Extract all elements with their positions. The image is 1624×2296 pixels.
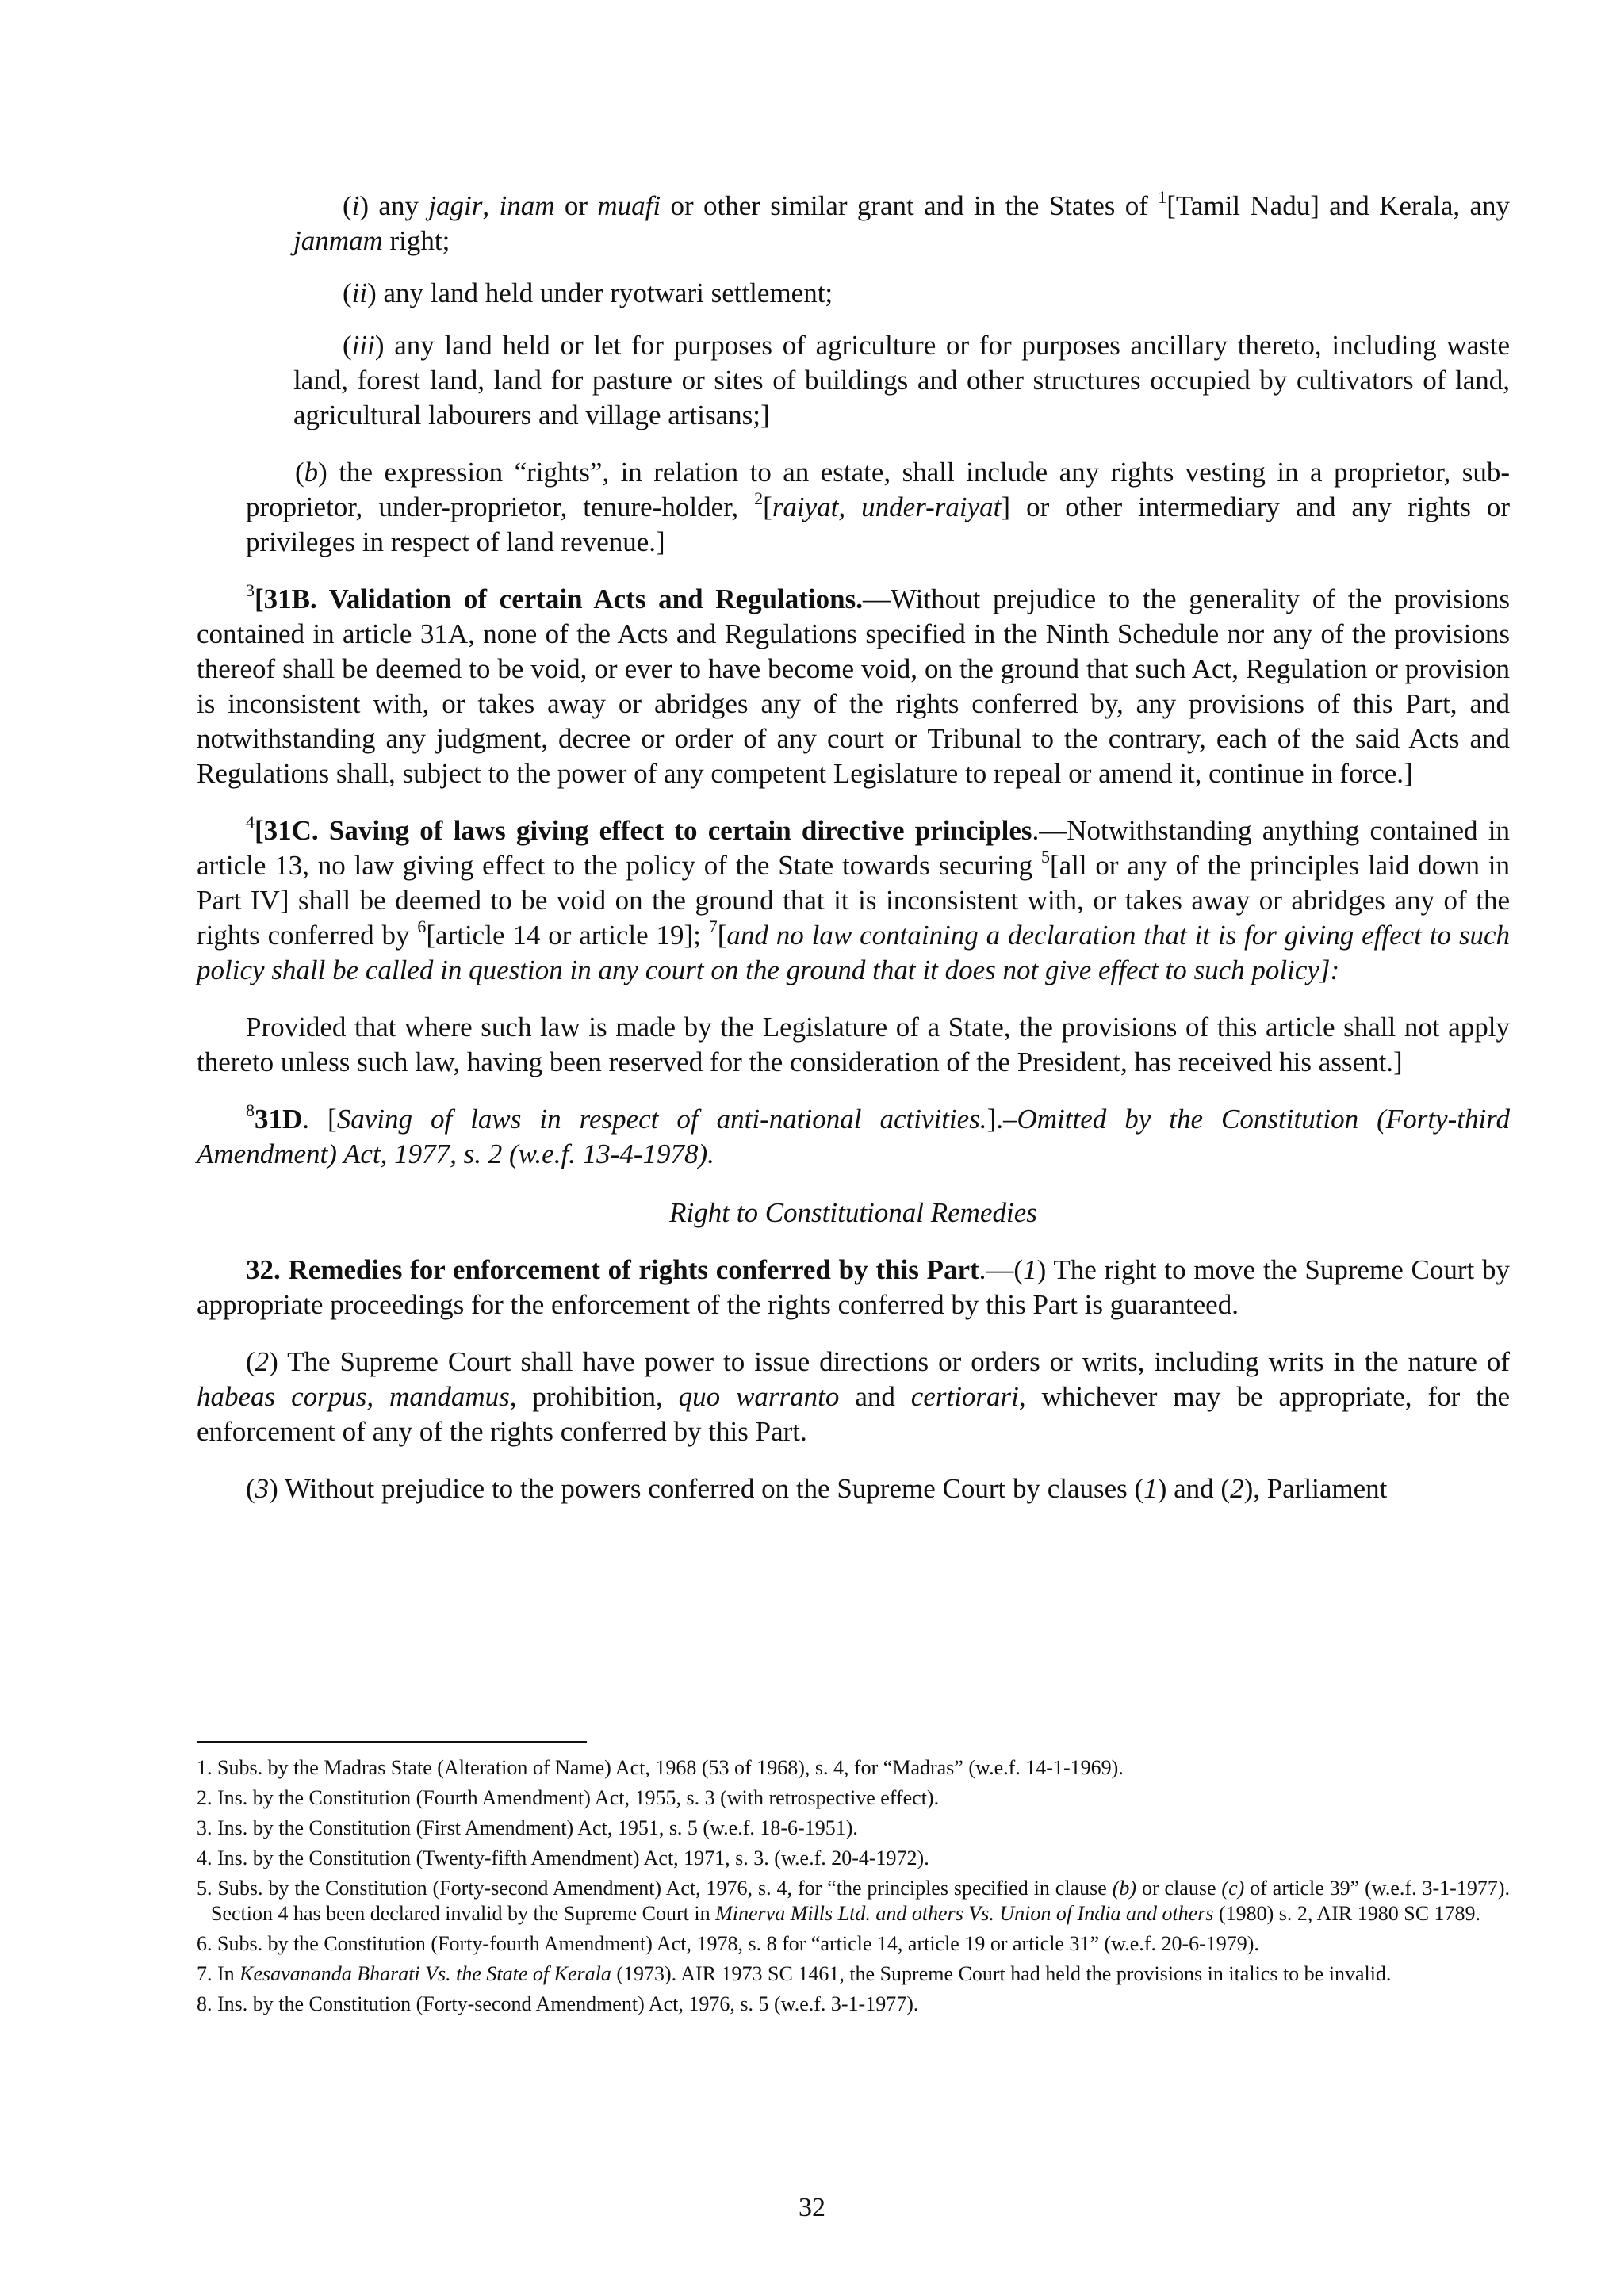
section-subheading: Right to Constitutional Remedies — [669, 1197, 1037, 1228]
term-inam: inam — [499, 190, 555, 221]
term-jagir: jagir — [428, 190, 483, 221]
text-run: [ — [763, 492, 772, 522]
clause-number: 1 — [1023, 1254, 1037, 1285]
text-run: whichever may be appropriate, for the enforcement of any of the rights conferred by this Part. — [197, 1381, 1510, 1447]
footnote-ref: 5 — [1040, 847, 1050, 867]
footnotes — [197, 1755, 1510, 2022]
text-run: ( — [246, 1473, 255, 1504]
text-run: 5. Subs. by the Constitution (Forty-second Amendment) Act, 1976, s. 4, for “the principles specified in clause — [197, 1877, 1113, 1900]
footnote-6: 6. Subs. by the Constitution (Forty-fourth Amendment) Act, 1978, s. 8 for “article 14, article 19 or article 31” (w.e.f. 20-6-1979). — [197, 1932, 1259, 1955]
italic-run: quo warranto — [678, 1381, 840, 1412]
italic-run: and no law containing a declaration that it is for giving effect to such policy shall be called in question in any court on the ground that it does not give effect to such policy]: — [197, 920, 1510, 985]
clause-number: i — [351, 190, 360, 221]
article-31b — [197, 582, 1510, 791]
footnote-3: 3. Ins. by the Constitution (First Amendment) Act, 1951, s. 5 (w.e.f. 18-6-1951). — [197, 1816, 858, 1839]
text-run: ( — [343, 330, 352, 361]
italic-run: habeas corpus, mandamus, — [197, 1381, 517, 1412]
clause-number: iii — [351, 330, 375, 361]
clause-iii — [197, 328, 1510, 433]
text-run: ( — [343, 190, 352, 221]
term-muafi: muafi — [597, 190, 661, 221]
text-run: right; — [382, 225, 450, 256]
text-run: (1973). AIR 1973 SC 1461, the Supreme Court had held the provisions in italics to be invalid. — [611, 1962, 1392, 1985]
term-janmam: janmam — [293, 225, 383, 256]
text-run: or — [554, 190, 598, 221]
text-run: ) the expression “rights”, in relation to an estate, shall include any rights vesting in a proprietor, sub-proprietor, under-proprietor, tenure-holder, — [246, 457, 1510, 522]
article-heading: 32. Remedies for enforcement of rights conferred by this Part — [246, 1254, 979, 1285]
text-run: . [ — [302, 1104, 337, 1135]
clause-number: 2 — [255, 1346, 270, 1377]
footnote-ref: 7 — [708, 916, 718, 937]
text-run: ), Parliament — [1243, 1473, 1388, 1504]
text-run: ) and ( — [1157, 1473, 1231, 1504]
footnote-4: 4. Ins. by the Constitution (Twenty-fifth Amendment) Act, 1971, s. 3. (w.e.f. 20-4-1972). — [197, 1846, 929, 1869]
text-run: and — [839, 1381, 911, 1412]
text-run: ] or other intermediary and any rights or privileges in respect of land revenue.] — [246, 492, 1510, 557]
footnote-ref: 2 — [754, 488, 764, 509]
text-run: or clause — [1136, 1877, 1222, 1900]
text-run: —Without prejudice to the generality of the provisions contained in article 31A, none of the Acts and Regulations specified in the Ninth Schedule nor any of the provisions thereof shall be deemed to be void, or ever to have become void, on the ground that such Act, Regulation or provision is inconsistent with, or takes away or abridges any of the rights conferred by, any provisions of this Part, and notwithstanding any judgment, decree or order of any court or Tribunal to the contrary, each of the said Acts and Regulations shall, subject to the power of any competent Legislature to repeal or amend it, continue in force.] — [197, 584, 1510, 789]
article-heading: [31B. Validation of certain Acts and Regulations. — [255, 584, 863, 614]
footnote-divider — [197, 1741, 587, 1743]
text-run: ) any land held under ryotwari settlement; — [367, 277, 833, 308]
text-run: ) The right to move the Supreme Court by appropriate proceedings for the enforcement of the rights conferred by this Part is guaranteed. — [197, 1254, 1511, 1320]
article-heading: [31C. Saving of laws giving effect to certain directive principles — [255, 815, 1032, 846]
article-32-clause-1 — [197, 1253, 1510, 1322]
clause-b — [197, 455, 1510, 560]
footnote-ref: 6 — [417, 916, 427, 937]
footnote-ref: 4 — [246, 812, 255, 832]
text-run: .—Notwithstanding anything contained in article 13, no law giving effect to the policy of the State towards securing — [197, 815, 1510, 881]
proviso: Provided that where such law is made by the Legislature of a State, the provisions of this article shall not apply thereto unless such law, having been reserved for the consideration of the President, has received his assent.] — [197, 1012, 1510, 1077]
footnote-8: 8. Ins. by the Constitution (Forty-second Amendment) Act, 1976, s. 5 (w.e.f. 3-1-1977). — [197, 1992, 919, 2015]
italic-run: (b) — [1112, 1877, 1137, 1900]
text-run: , — [482, 190, 500, 221]
article-heading: 31D — [255, 1104, 303, 1135]
page-number: 32 — [799, 2193, 825, 2222]
footnote-1: 1. Subs. by the Madras State (Alteration of Name) Act, 1968 (53 of 1968), s. 4, for “Madras” (w.e.f. 14-1-1969). — [197, 1756, 1124, 1779]
footnote-ref: 1 — [1158, 187, 1167, 208]
footnote-ref: 3 — [246, 580, 255, 601]
text-run: ( — [295, 457, 304, 488]
text-run: [Tamil Nadu] and Kerala, any — [1166, 190, 1511, 221]
italic-run: raiyat, under-raiyat — [772, 492, 1002, 522]
clause-number: 1 — [1143, 1473, 1158, 1504]
clause-i — [197, 189, 1510, 258]
italic-run: Omitted by the Constitution (Forty-third Amendment) Act, 1977, s. 2 (w.e.f. 13-4-1978). — [197, 1104, 1510, 1169]
text-run: of article 39” (w.e.f. 3-1-1977). Section 4 has been declared invalid by the Supreme Court in — [211, 1877, 1510, 1925]
italic-run: Saving of laws in respect of anti-national activities. — [336, 1104, 987, 1135]
text-run: prohibition, — [516, 1381, 679, 1412]
article-32-clause-3 — [197, 1471, 1510, 1506]
clause-ii — [197, 276, 1510, 311]
text-run: ) The Supreme Court shall have power to issue directions or orders or writs, including writs in the nature of — [269, 1346, 1510, 1377]
article-32-clause-2 — [197, 1345, 1510, 1449]
text-run: ( — [246, 1346, 255, 1377]
footnote-5 — [197, 1876, 1510, 1927]
text-run: ].– — [986, 1104, 1017, 1135]
case-citation: Minerva Mills Ltd. and others Vs. Union of India and others — [715, 1902, 1214, 1925]
text-run: (1980) s. 2, AIR 1980 SC 1789. — [1213, 1902, 1481, 1925]
text-run: or other similar grant and in the States of — [661, 190, 1159, 221]
main-text — [197, 189, 1510, 1506]
text-run: [ — [717, 920, 727, 951]
text-run: [article 14 or article 19]; — [426, 920, 709, 951]
text-run: .—( — [979, 1254, 1024, 1285]
text-run: [all or any of the principles laid down in Part IV] shall be deemed to be void on the ground that it is inconsistent with, or takes away or abridges any of the rights conferred by — [197, 850, 1510, 951]
text-run: ) Without prejudice to the powers conferred on the Supreme Court by clauses ( — [269, 1473, 1144, 1504]
clause-number: 2 — [1230, 1473, 1244, 1504]
text-run: ) any land held or let for purposes of agriculture or for purposes ancillary thereto, including waste land, forest land, land for pasture or sites of buildings and other structures occupied by cultivators of land, agricultural labourers and village artisans;] — [293, 330, 1510, 430]
italic-run: certiorari, — [910, 1381, 1026, 1412]
article-31d — [197, 1102, 1510, 1172]
text-run: 7. In — [197, 1962, 240, 1985]
italic-run: (c) — [1221, 1877, 1245, 1900]
case-citation: Kesavananda Bharati Vs. the State of Kerala — [239, 1962, 611, 1985]
clause-number: ii — [351, 277, 368, 308]
text-run: ( — [343, 277, 352, 308]
article-31c — [197, 813, 1510, 988]
clause-number: 3 — [255, 1473, 270, 1504]
footnote-2: 2. Ins. by the Constitution (Fourth Amendment) Act, 1955, s. 3 (with retrospective effect). — [197, 1786, 940, 1809]
footnote-7 — [197, 1961, 1510, 1987]
footnote-ref: 8 — [246, 1100, 255, 1121]
clause-number: b — [304, 457, 319, 488]
text-run: ) any — [359, 190, 429, 221]
